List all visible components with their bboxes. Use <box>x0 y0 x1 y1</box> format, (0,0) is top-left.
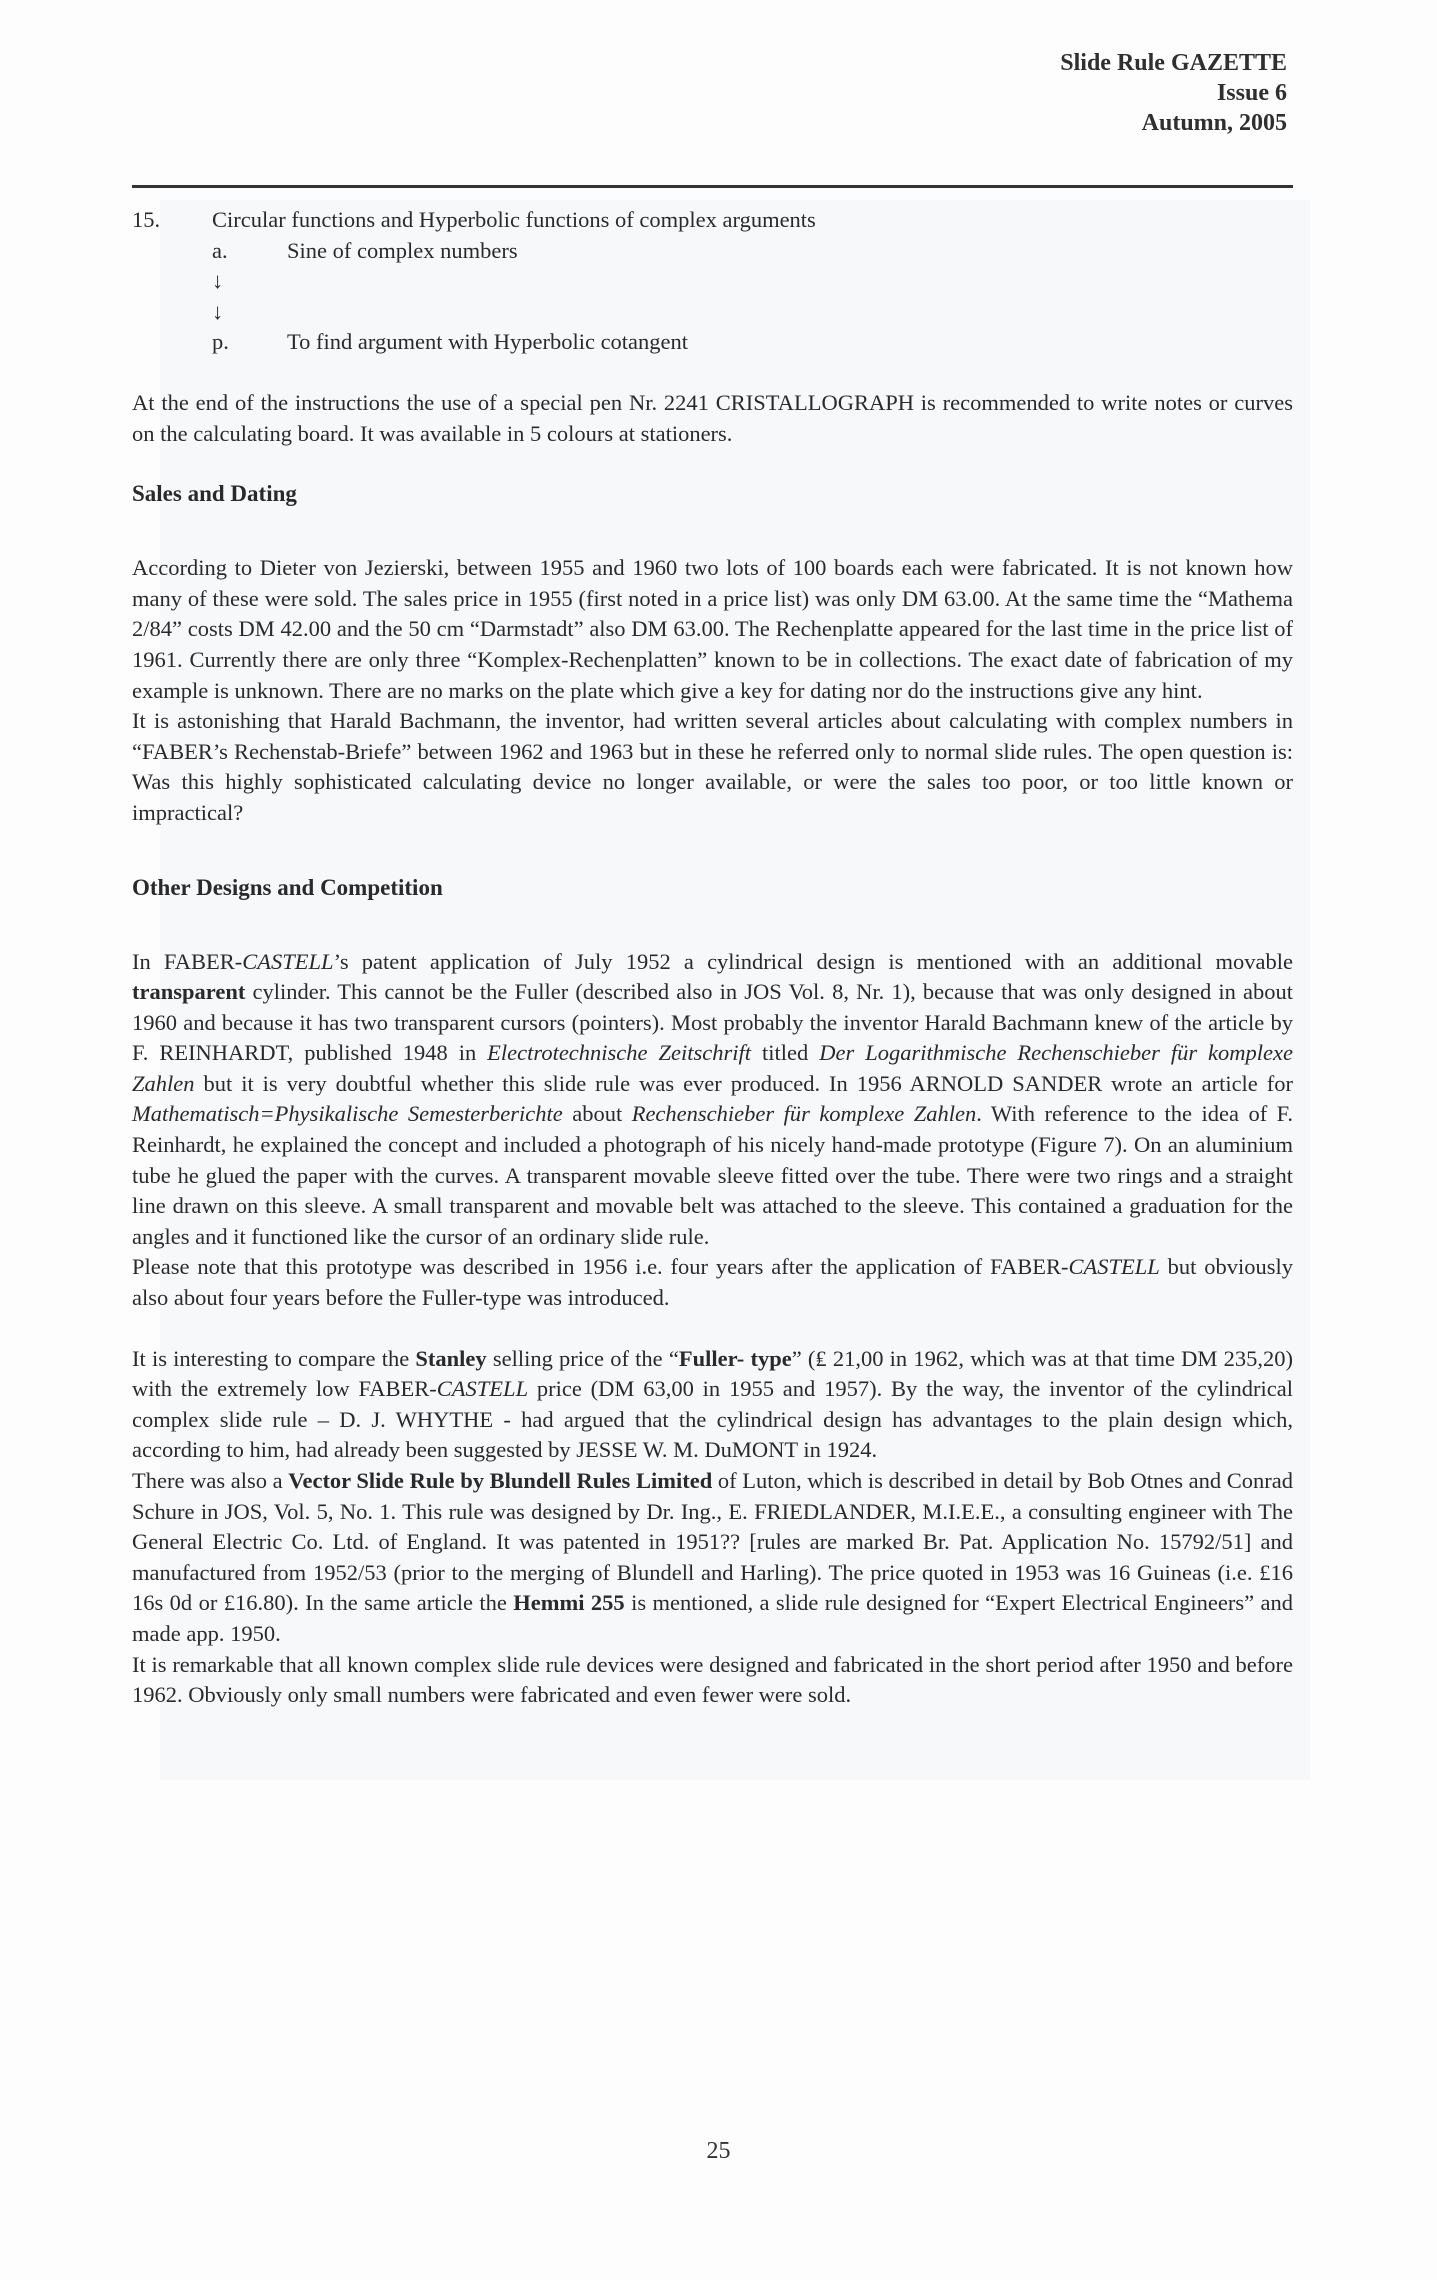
journal-title: Electrotechnische Zeitschrift <box>487 1040 752 1066</box>
text-run: In FABER- <box>132 948 243 974</box>
section-heading-sales: Sales and Dating <box>132 481 297 507</box>
paragraph <box>132 947 1293 1253</box>
paragraph: According to Dieter von Jezierski, between 1955 and 1960 two lots of 100 boards each were fabricated. It is not known how many of these were sold. The sales price in 1955 (first noted in a price list) was only DM 63.00. At the same time the “Mathema 2/84” costs DM 42.00 and the 50 cm “Darmstadt” also DM 63.00. The Rechenplatte appeared for the last time in the price list of 1961. Currently there are only three “Komplex-Rechenplatten” known to be in collections. The exact date of fabrication of my example is unknown. There are no marks on the plate which give a key for dating nor do the instructions give any hint. <box>132 555 1293 703</box>
text-run: Please note that this prototype was described in 1956 i.e. four years after the application of FABER- <box>132 1254 1069 1280</box>
brand-castell: CASTELL <box>1068 1254 1160 1280</box>
issue-number: Issue 6 <box>1216 80 1287 106</box>
publication-title: Slide Rule GAZETTE <box>1060 50 1287 76</box>
article-body <box>132 205 1293 1711</box>
emphasis-transparent: transparent <box>132 979 246 1005</box>
page-number: 25 <box>706 2138 731 2164</box>
down-arrow-icon: ↓ <box>212 268 224 294</box>
paragraph <box>132 1344 1293 1466</box>
section-heading-competition: Other Designs and Competition <box>132 874 443 900</box>
sub-item-p <box>132 327 1293 358</box>
emphasis-hemmi-255: Hemmi 255 <box>513 1590 625 1616</box>
text-run: but it is very doubtful whether this slide rule was ever produced. In 1956 ARNOLD SANDER wrote an article for <box>194 1070 1293 1096</box>
sub-item-text: Sine of complex numbers <box>287 237 518 263</box>
header-divider <box>132 185 1293 188</box>
pen-recommendation-paragraph: At the end of the instructions the use of a special pen Nr. 2241 CRISTALLOGRAPH is recommended to write notes or curves on the calculating board. It was available in 5 colours at stationers. <box>132 389 1293 446</box>
issue-date: Autumn, 2005 <box>1141 110 1287 136</box>
text-run: It is interesting to compare the <box>132 1345 416 1371</box>
text-run: ” (₤ 21,00 in 1962, which was at that time DM 235,20) with the extremely low FABER- <box>132 1345 1293 1402</box>
sub-item-a <box>132 236 1293 267</box>
article-title: Rechenschieber für komplexe Zahlen <box>631 1101 977 1127</box>
text-run: titled <box>751 1040 820 1066</box>
list-item-title: Circular functions and Hyperbolic functions of complex arguments <box>212 207 816 232</box>
list-item-number: 15. <box>132 207 161 232</box>
journal-title: Mathematisch=Physikalische Semesterberichte <box>132 1101 563 1127</box>
paragraph: It is remarkable that all known complex slide rule devices were designed and fabricated in the short period after 1950 and before 1962. Obviously only small numbers were fabricated and even fewer were sold. <box>132 1651 1293 1708</box>
text-run: about <box>562 1101 632 1127</box>
emphasis-fuller-type: Fuller- type <box>678 1345 792 1371</box>
emphasis-stanley: Stanley <box>415 1345 487 1371</box>
text-run: of Luton, which is described in detail by Bob Otnes and Conrad Schure in JOS, Vol. 5, No. 1. This rule was designed by Dr. Ing., E. FRIEDLANDER, M.I.E.E., a consulting engineer with The General Electric Co. Ltd. of England. It was patented in 1951?? [rules are marked Br. Pat. Application No. 15792/51] and manufactured from 1952/53 (prior to the merging of Blundell and Harling). The price quoted in 1953 was 16 Guineas (i.e. £16 16s 0d or £16.80). In the same article the <box>132 1468 1293 1616</box>
sub-item-text: To find argument with Hyperbolic cotangent <box>287 329 689 355</box>
text-run: ’s patent application of July 1952 a cylindrical design is mentioned with an additional movable <box>333 948 1293 974</box>
text-run: selling price of the “ <box>486 1345 679 1371</box>
list-item-15 <box>132 205 1293 236</box>
instruction-list <box>132 205 1293 358</box>
down-arrow-icon: ↓ <box>212 298 224 324</box>
emphasis-vector-slide-rule: Vector Slide Rule by Blundell Rules Limited <box>288 1468 713 1493</box>
sub-item-label: p. <box>212 329 229 355</box>
arrow-row <box>132 297 1293 328</box>
paragraph <box>132 1252 1293 1313</box>
text-run: . With reference to the idea of F. Reinhardt, he explained the concept and included a photograph of his nicely hand-made prototype (Figure 7). On an aluminium tube he glued the paper with the curves. A transparent movable sleeve fitted over the tube. There were two rings and a straight line drawn on this sleeve. A small transparent and movable belt was attached to the sleeve. This contained a graduation for the angles and it functioned like the cursor of an ordinary slide rule. <box>132 1101 1293 1249</box>
brand-castell: CASTELL <box>242 948 334 974</box>
paragraph <box>132 1466 1293 1650</box>
arrow-row <box>132 266 1293 297</box>
brand-castell: CASTELL <box>436 1376 529 1402</box>
sub-item-label: a. <box>212 237 228 263</box>
page-header <box>1060 48 1287 138</box>
text-run: There was also a <box>132 1468 289 1493</box>
text-run: is mentioned, a slide rule designed for “Expert Electrical Engineers” and made app. 1950. <box>132 1590 1293 1646</box>
paragraph: It is astonishing that Harald Bachmann, the inventor, had written several articles about calculating with complex numbers in “FABER’s Rechenstab-Briefe” between 1962 and 1963 but in these he referred only to normal slide rules. The open question is: Was this highly sophisticated calculating device no longer available, or were the sales too poor, or too little known or impractical? <box>132 708 1293 825</box>
text-run: price (DM 63,00 in 1955 and 1957). By the way, the inventor of the cylindrical complex slide rule – D. J. WHYTHE - had argued that the cylindrical design has advantages to the plain design which, according to him, had already been suggested by JESSE W. M. DuMONT in 1924. <box>132 1376 1294 1463</box>
article-title: Der Logarithmische Rechenschieber für komplexe Zahlen <box>132 1040 1294 1096</box>
text-run: cylinder. This cannot be the Fuller (described also in JOS Vol. 8, Nr. 1), because that was only designed in about 1960 and because it has two transparent cursors (pointers). Most probably the inventor Harald Bachmann knew of the article by F. REINHARDT, published 1948 in <box>132 979 1293 1066</box>
text-run: but obviously also about four years before the Fuller-type was introduced. <box>132 1254 1294 1311</box>
